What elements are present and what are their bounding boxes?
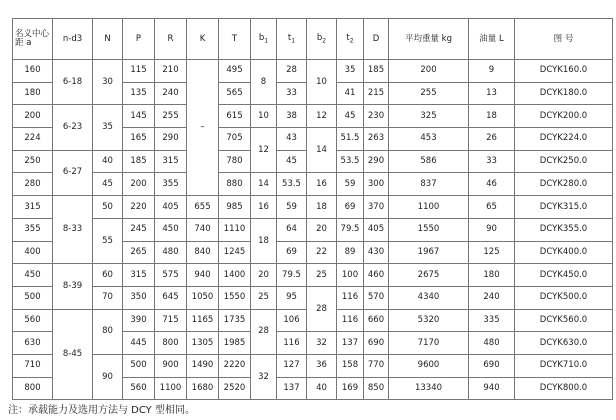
table-cell: 33	[277, 82, 307, 105]
table-cell: 575	[155, 264, 187, 287]
table-cell: 65	[469, 196, 515, 219]
column-header: K	[187, 19, 219, 60]
table-cell: 710	[13, 354, 53, 377]
table-cell: 40	[93, 150, 123, 173]
table-cell: 18	[469, 105, 515, 128]
column-header: 名义中心距 a	[13, 19, 53, 60]
table-cell: 940	[187, 264, 219, 287]
table-cell: 50	[93, 196, 123, 219]
table-row	[13, 105, 613, 128]
header-row	[13, 19, 613, 60]
table-cell: 450	[155, 218, 187, 241]
table-cell: 16	[251, 196, 277, 219]
table-cell: 2675	[389, 264, 469, 287]
table-cell: 850	[364, 377, 389, 400]
table-cell: 245	[123, 218, 155, 241]
table-cell: 770	[364, 354, 389, 377]
table-cell: 355	[13, 218, 53, 241]
table-cell: 460	[364, 264, 389, 287]
table-cell: 1735	[219, 309, 251, 332]
table-cell: 40	[307, 377, 337, 400]
table-cell: 185	[123, 150, 155, 173]
table-cell: DCYK560.0	[515, 309, 613, 332]
table-cell: 1050	[187, 286, 219, 309]
table-row	[13, 354, 613, 377]
table-cell: 1490	[187, 354, 219, 377]
table-cell: 430	[364, 241, 389, 264]
table-cell: 35	[337, 60, 364, 83]
table-cell: 28	[307, 286, 337, 331]
table-cell: DCYK710.0	[515, 354, 613, 377]
table-cell: 8-45	[53, 309, 93, 400]
table-cell: 70	[93, 286, 123, 309]
table-cell: DCYK315.0	[515, 196, 613, 219]
column-header: $t_1$	[277, 19, 307, 60]
table-cell: 69	[277, 241, 307, 264]
table-cell: 660	[364, 309, 389, 332]
table-cell: 224	[13, 128, 53, 151]
table-cell: 90	[93, 354, 123, 399]
spec-table	[12, 18, 613, 400]
table-cell: 705	[219, 128, 251, 151]
table-cell: 450	[13, 264, 53, 287]
column-header: P	[123, 19, 155, 60]
table-cell: DCYK160.0	[515, 60, 613, 83]
table-cell: 80	[93, 309, 123, 354]
table-cell: 690	[364, 332, 389, 355]
column-header: n-d3	[53, 19, 93, 60]
table-cell: 14	[251, 173, 277, 196]
table-cell: 560	[123, 377, 155, 400]
column-header: 平均重量 kg	[389, 19, 469, 60]
table-cell: 95	[277, 286, 307, 309]
table-cell: 116	[277, 332, 307, 355]
column-header: $t_2$	[337, 19, 364, 60]
table-cell: 32	[251, 354, 277, 399]
table-cell: 8	[251, 60, 277, 105]
table-cell: DCYK355.0	[515, 218, 613, 241]
table-cell: 18	[251, 218, 277, 263]
table-row	[13, 196, 613, 219]
table-cell: 350	[123, 286, 155, 309]
table-cell: 780	[219, 150, 251, 173]
table-cell: 38	[277, 105, 307, 128]
table-cell: 20	[251, 264, 277, 287]
table-cell: 355	[155, 173, 187, 196]
table-cell: 6-27	[53, 150, 93, 195]
table-cell: 500	[13, 286, 53, 309]
column-header: $b_2$	[307, 19, 337, 60]
table-cell: 137	[277, 377, 307, 400]
table-cell: 400	[13, 241, 53, 264]
table-cell: DCYK500.0	[515, 286, 613, 309]
table-cell: 315	[155, 150, 187, 173]
table-cell: 45	[277, 150, 307, 173]
table-cell: 41	[337, 82, 364, 105]
table-cell: 1165	[187, 309, 219, 332]
table-cell: 69	[337, 196, 364, 219]
table-cell: 390	[123, 309, 155, 332]
table-cell: 300	[364, 173, 389, 196]
table-cell: 9600	[389, 354, 469, 377]
table-cell: 160	[13, 60, 53, 83]
table-cell: 200	[123, 173, 155, 196]
table-cell: 453	[389, 128, 469, 151]
table-cell: 106	[277, 309, 307, 332]
table-cell: 325	[389, 105, 469, 128]
table-cell: 165	[123, 128, 155, 151]
table-cell: 900	[155, 354, 187, 377]
table-cell: 59	[277, 196, 307, 219]
table-cell: 240	[155, 82, 187, 105]
table-cell: 240	[469, 286, 515, 309]
table-cell: 200	[13, 105, 53, 128]
table-cell: 6-18	[53, 60, 93, 105]
table-cell: 263	[364, 128, 389, 151]
table-cell: 280	[13, 173, 53, 196]
table-cell: DCYK200.0	[515, 105, 613, 128]
table-cell: 800	[155, 332, 187, 355]
table-cell: 45	[93, 173, 123, 196]
table-cell: 59	[337, 173, 364, 196]
table-cell: 290	[364, 150, 389, 173]
table-cell: 405	[155, 196, 187, 219]
table-cell: 405	[364, 218, 389, 241]
table-cell: 8-39	[53, 264, 93, 309]
table-cell: 940	[469, 377, 515, 400]
table-cell: 615	[219, 105, 251, 128]
table-cell: –	[187, 60, 219, 196]
table-cell: 1985	[219, 332, 251, 355]
table-cell: 1550	[219, 286, 251, 309]
table-cell: 60	[93, 264, 123, 287]
table-cell: 215	[364, 82, 389, 105]
table-cell: 115	[123, 60, 155, 83]
table-cell: 740	[187, 218, 219, 241]
column-header: T	[219, 19, 251, 60]
table-cell: DCYK224.0	[515, 128, 613, 151]
table-cell: 800	[13, 377, 53, 400]
table-cell: 13	[469, 82, 515, 105]
table-cell: 335	[469, 309, 515, 332]
table-cell: 250	[13, 150, 53, 173]
table-cell: 6-23	[53, 105, 93, 150]
table-cell: 116	[337, 309, 364, 332]
table-cell: 880	[219, 173, 251, 196]
table-cell: 180	[469, 264, 515, 287]
table-cell: 586	[389, 150, 469, 173]
table-cell: 1110	[219, 218, 251, 241]
table-cell: 2520	[219, 377, 251, 400]
table-cell: DCYK180.0	[515, 82, 613, 105]
column-header: N	[93, 19, 123, 60]
table-cell: 265	[123, 241, 155, 264]
table-cell: 53.5	[277, 173, 307, 196]
table-cell: 135	[123, 82, 155, 105]
table-cell: 840	[187, 241, 219, 264]
table-cell: 210	[155, 60, 187, 83]
column-header: D	[364, 19, 389, 60]
footnote: 注：承载能力及选用方法与 DCY 型相同。	[8, 405, 195, 416]
table-cell: 500	[123, 354, 155, 377]
table-cell: 25	[307, 264, 337, 287]
table-cell: 90	[469, 218, 515, 241]
table-cell: 290	[155, 128, 187, 151]
table-cell: 1100	[389, 196, 469, 219]
table-cell: 13340	[389, 377, 469, 400]
table-cell: 480	[469, 332, 515, 355]
table-cell: DCYK630.0	[515, 332, 613, 355]
table-cell: 715	[155, 309, 187, 332]
table-row	[13, 173, 613, 196]
table-cell: 20	[307, 218, 337, 241]
table-cell: DCYK280.0	[515, 173, 613, 196]
table-cell: 12	[251, 128, 277, 173]
table-cell: 36	[307, 354, 337, 377]
table-cell: 220	[123, 196, 155, 219]
table-cell: 1245	[219, 241, 251, 264]
table-cell: 445	[123, 332, 155, 355]
table-cell: 655	[187, 196, 219, 219]
table-cell: 5320	[389, 309, 469, 332]
table-cell: 1400	[219, 264, 251, 287]
table-cell: 565	[219, 82, 251, 105]
column-header: 图 号	[515, 19, 613, 60]
table-cell: 137	[337, 332, 364, 355]
table-cell: 158	[337, 354, 364, 377]
table-cell: 315	[13, 196, 53, 219]
table-cell: 690	[469, 354, 515, 377]
table-cell: 30	[93, 60, 123, 105]
table-cell: 35	[93, 105, 123, 150]
table-cell: 26	[469, 128, 515, 151]
table-cell: 200	[389, 60, 469, 83]
table-cell: 28	[251, 309, 277, 354]
table-cell: 18	[307, 196, 337, 219]
table-cell: 1680	[187, 377, 219, 400]
column-header: 油量 L	[469, 19, 515, 60]
table-cell: 9	[469, 60, 515, 83]
table-cell: 46	[469, 173, 515, 196]
table-cell: 10	[251, 105, 277, 128]
table-row	[13, 218, 613, 241]
table-cell: 16	[307, 173, 337, 196]
table-cell: 28	[277, 60, 307, 83]
table-cell: 985	[219, 196, 251, 219]
table-cell: 1550	[389, 218, 469, 241]
column-header: $b_1$	[251, 19, 277, 60]
table-cell: 4340	[389, 286, 469, 309]
table-cell: 51.5	[337, 128, 364, 151]
table-cell: 12	[307, 105, 337, 128]
table-cell: DCYK450.0	[515, 264, 613, 287]
table-cell: 64	[277, 218, 307, 241]
table-cell: 22	[307, 241, 337, 264]
table-cell: 125	[469, 241, 515, 264]
table-cell: 79.5	[277, 264, 307, 287]
table-cell: 645	[155, 286, 187, 309]
table-cell: 2220	[219, 354, 251, 377]
table-cell: 255	[389, 82, 469, 105]
table-cell: 116	[337, 286, 364, 309]
table-cell: DCYK250.0	[515, 150, 613, 173]
table-cell: 1100	[155, 377, 187, 400]
table-cell: 53.5	[337, 150, 364, 173]
table-cell: 180	[13, 82, 53, 105]
table-cell: 315	[123, 264, 155, 287]
table-cell: 169	[337, 377, 364, 400]
table-cell: 570	[364, 286, 389, 309]
table-cell: DCYK800.0	[515, 377, 613, 400]
table-cell: 32	[307, 332, 337, 355]
table-cell: 55	[93, 218, 123, 263]
table-row	[13, 286, 613, 309]
table-cell: 33	[469, 150, 515, 173]
table-cell: 185	[364, 60, 389, 83]
table-cell: 43	[277, 128, 307, 151]
table-cell: 79.5	[337, 218, 364, 241]
table-cell: 480	[155, 241, 187, 264]
table-row	[13, 264, 613, 287]
table-cell: 89	[337, 241, 364, 264]
table-cell: 370	[364, 196, 389, 219]
table-cell: 14	[307, 128, 337, 173]
table-cell: 1967	[389, 241, 469, 264]
table-cell: 560	[13, 309, 53, 332]
table-cell: 10	[307, 60, 337, 105]
table-cell: 8-33	[53, 196, 93, 264]
column-header: R	[155, 19, 187, 60]
table-cell: 25	[251, 286, 277, 309]
table-cell: 7170	[389, 332, 469, 355]
table-cell: 100	[337, 264, 364, 287]
table-cell: 837	[389, 173, 469, 196]
table-cell: 630	[13, 332, 53, 355]
table-cell: 45	[337, 105, 364, 128]
table-cell: 230	[364, 105, 389, 128]
table-row	[13, 60, 613, 83]
table-cell: 145	[123, 105, 155, 128]
table-cell: 1305	[187, 332, 219, 355]
table-cell: DCYK400.0	[515, 241, 613, 264]
table-cell: 255	[155, 105, 187, 128]
table-cell: 127	[277, 354, 307, 377]
table-cell: 495	[219, 60, 251, 83]
